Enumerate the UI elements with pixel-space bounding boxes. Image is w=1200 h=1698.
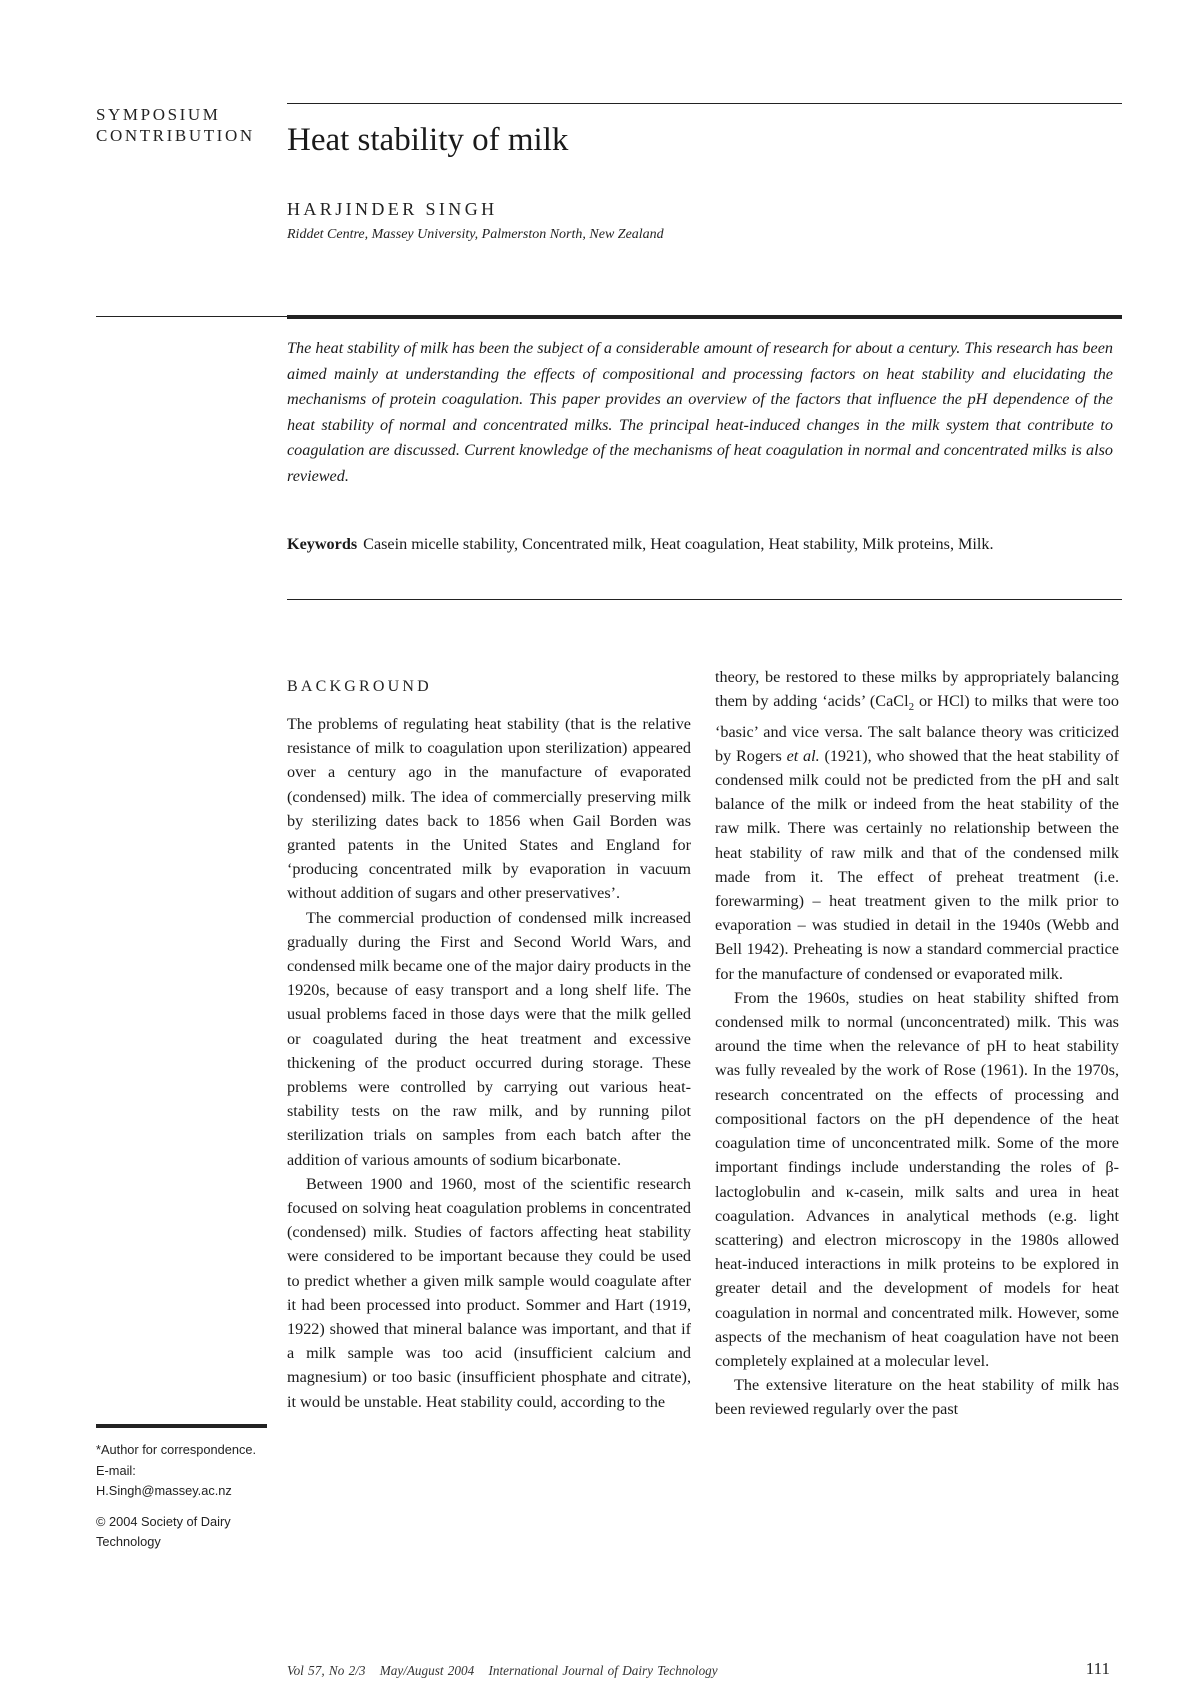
text-run: theory, be restored to these milks by appropriately balancing them by adding ‘acids’ (CaCl bbox=[715, 668, 1119, 711]
paragraph: From the 1960s, studies on heat stability shifted from condensed milk to normal (unconcentrated) milk. This was around the time when the relevance of pH to heat stability was fully revealed by the work of Rose (1961). In the 1970s, research concentrated on the effects of processing and compositional factors on the pH dependence of the heat coagulation time of unconcentrated milk. Some of the more important findings include understanding the roles of β-lactoglobulin and κ-casein, milk salts and urea in heat coagulation. Advances in analytical methods (e.g. light scattering) and electron microscopy in the 1980s allowed heat-induced interactions in milk proteins to be explored in greater detail and the development of models for heat coagulation in normal and concentrated milk. However, some aspects of the mechanism of heat coagulation have not been completely explained at a molecular level. bbox=[715, 988, 1119, 1370]
author-name: HARJINDER SINGH bbox=[287, 199, 498, 219]
keywords bbox=[287, 532, 1113, 558]
section-label-line2: CONTRIBUTION bbox=[96, 126, 255, 145]
footnote bbox=[96, 1440, 271, 1563]
footer-date: May/August 2004 bbox=[379, 1663, 475, 1678]
abstract-text: The heat stability of milk has been the subject of a considerable amount of research for about a century. This research has been aimed mainly at understanding the effects of compositional and processing factors on heat stability and elucidating the mechanisms of protein coagulation. This paper provides an overview of the factors that influence the pH dependence of the heat stability of normal and concentrated milks. The principal heat-induced changes in the milk system that contribute to coagulation are discussed. Current knowledge of the mechanisms of heat coagulation in normal and concentrated milks is also reviewed. bbox=[287, 339, 1113, 485]
paragraph: The extensive literature on the heat stability of milk has been reviewed regularly over the past bbox=[715, 1376, 1119, 1419]
abstract-rule-left bbox=[96, 316, 287, 317]
subscript: 2 bbox=[908, 701, 915, 714]
text-run: (1921), who showed that the heat stability of condensed milk could not be predicted from the pH and salt balance of the milk or indeed from the heat stability of the raw milk. There was certainly no relationship between the heat stability of raw milk and that of the condensed milk made from it. The effect of preheat treatment (i.e. forewarming) – heat treatment given to the milk prior to evaporation – was studied in detail in the 1940s (Webb and Bell 1942). Preheating is now a standard commercial practice for the manufacture of condensed or evaporated milk. bbox=[715, 746, 1119, 983]
top-rule bbox=[287, 103, 1122, 104]
abstract-rule-thick bbox=[287, 315, 1122, 319]
footnote-rule bbox=[96, 1424, 267, 1428]
author-affiliation: Riddet Centre, Massey University, Palmerston North, New Zealand bbox=[287, 227, 664, 242]
et-al: et al. bbox=[786, 746, 820, 765]
footer-volume: Vol 57, No 2/3 bbox=[287, 1663, 366, 1678]
section-label-line1: SYMPOSIUM bbox=[96, 105, 221, 124]
paragraph: The problems of regulating heat stability (that is the relative resistance of milk to coagulation upon sterilization) appeared over a century ago in the manufacture of evaporated (condensed) milk. The idea of commercially preserving milk by sterilizing dates back to 1856 when Gail Borden was granted patents in the United States and England for ‘producing concentrated milk by evaporation in vacuum without addition of sugars and other preservatives’. bbox=[287, 715, 691, 903]
body-column-right bbox=[715, 665, 1119, 1422]
body-column-left bbox=[287, 712, 691, 1414]
abstract-bottom-rule bbox=[287, 599, 1122, 600]
page-number: 111 bbox=[1085, 1659, 1110, 1678]
copyright-note: © 2004 Society of Dairy Technology bbox=[96, 1513, 231, 1549]
running-footer bbox=[287, 1663, 728, 1679]
text-run: or HCl) to milks that were too ‘basic’ and vice versa. The salt balance theory was criticized by Rogers bbox=[715, 692, 1119, 765]
keywords-list: Casein micelle stability, Concentrated milk, Heat coagulation, Heat stability, Milk proteins, Milk. bbox=[363, 535, 994, 553]
section-heading-background: BACKGROUND bbox=[287, 678, 432, 695]
page-title: Heat stability of milk bbox=[287, 122, 569, 158]
paragraph bbox=[715, 665, 1119, 986]
keywords-label: Keywords bbox=[287, 535, 358, 553]
footer-journal: International Journal of Dairy Technology bbox=[488, 1663, 718, 1678]
section-label bbox=[96, 104, 255, 146]
paragraph: Between 1900 and 1960, most of the scientific research focused on solving heat coagulation problems in concentrated (condensed) milk. Studies of factors affecting heat stability were considered to be important because they could be used to predict whether a given milk sample would coagulate after it had been processed into product. Sommer and Hart (1919, 1922) showed that mineral balance was important, and that if a milk sample was too acid (insufficient calcium and magnesium) or too basic (insufficient phosphate and citrate), it would be unstable. Heat stability could, according to the bbox=[287, 1174, 691, 1411]
correspondence-note: *Author for correspondence. E-mail: H.Singh@massey.ac.nz bbox=[96, 1442, 257, 1498]
paragraph: The commercial production of condensed milk increased gradually during the First and Second World Wars, and condensed milk became one of the major dairy products in the 1920s, because of easy transport and a long shelf life. The usual problems faced in those days were that the milk gelled or coagulated during the heat treatment and excessive thickening of the product occurred during storage. These problems were controlled by carrying out various heat-stability tests on the raw milk, and by running pilot sterilization trials on samples from each batch after the addition of various amounts of sodium bicarbonate. bbox=[287, 908, 691, 1169]
